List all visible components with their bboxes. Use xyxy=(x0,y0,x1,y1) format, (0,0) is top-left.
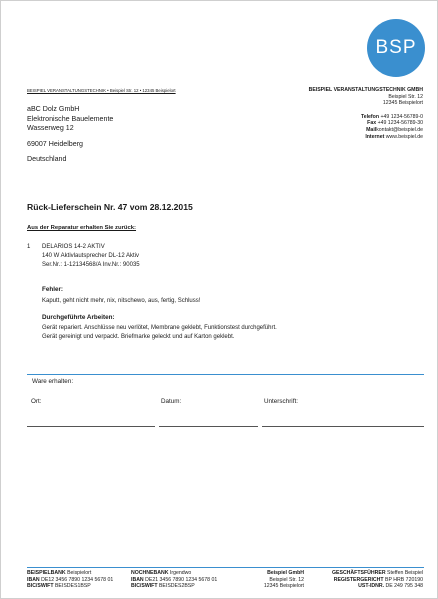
place-label: Ort: xyxy=(31,398,42,405)
work-heading: Durchgeführte Arbeiten: xyxy=(42,314,115,321)
recipient-street: Wasserweg 12 xyxy=(27,124,74,133)
document-intro: Aus der Reparatur erhalten Sie zurück: xyxy=(27,225,137,231)
sender-return-line: BEISPIEL VERANSTALTUNGSTECHNIK • Beispiel Str. 12 • 12345 Beispielort xyxy=(27,88,176,93)
fault-heading: Fehler: xyxy=(42,286,63,293)
footer-address: Beispiel GmbH Beispiel Str. 12 12345 Beispielort xyxy=(263,570,304,589)
document-title: Rück-Lieferschein Nr. 47 vom 28.12.2015 xyxy=(27,202,193,212)
work-text: Gerät repariert. Anschlüsse neu verlötet, Membrane geklebt, Funktionstest durchgeführt. Gerät gereinigt und verpackt. Briefmarke geleckt und auf Karton geklebt. xyxy=(42,325,277,340)
company-web: Internet www.beispiel.de xyxy=(365,133,423,140)
item-detail: 140 W Aktivlautsprecher DL-12 Aktiv xyxy=(42,252,140,259)
signature-field-line[interactable] xyxy=(262,426,424,427)
company-phone: Telefon +49 1234-56789-0 xyxy=(360,113,423,120)
recipient-address xyxy=(27,105,113,165)
item-position: 1 xyxy=(27,244,31,250)
place-field-line[interactable] xyxy=(27,426,155,427)
date-field-line[interactable] xyxy=(159,426,258,427)
recipient-country: Deutschland xyxy=(27,155,67,164)
fault-text: Kaputt, geht nicht mehr, nix, nitschewo, aus, fertig, Schluss! xyxy=(42,298,201,304)
recipient-city: 69007 Heidelberg xyxy=(27,139,84,148)
company-logo xyxy=(367,19,425,77)
logo-text: BSP xyxy=(375,37,417,58)
footer-line xyxy=(27,567,424,568)
company-info xyxy=(309,87,423,140)
footer-bank2: NOCHNEBANK Irgendwo IBAN DE21 3456 7890 1234 5678 01 BIC/SWIFT BEISDES2BSP xyxy=(131,570,218,589)
company-mail: Mailkontakt@beispiel.de xyxy=(366,126,423,133)
company-fax: Fax +49 1234-56789-30 xyxy=(367,120,423,127)
footer-bank1: BEISPIELBANK Beispielort IBAN DE12 3456 7890 1234 5678 01 BIC/SWIFT BEISDES1BSP xyxy=(27,570,114,589)
footer-legal: GESCHÄFTSFÜHRER Steffen Beispiel REGISTERGERICHT BP HRB 720190 UST-IDNR. DE 249 795 348 xyxy=(331,570,423,589)
item-description xyxy=(42,243,140,269)
signature-label: Unterschrift: xyxy=(264,398,298,405)
date-label: Datum: xyxy=(161,398,182,405)
company-street: Beispiel Str. 12 xyxy=(388,93,423,100)
company-city: 12345 Beispielort xyxy=(382,100,423,107)
receipt-heading: Ware erhalten: xyxy=(32,378,74,385)
recipient-name: aBC Dolz GmbH xyxy=(27,105,80,113)
item-name: DELARIOS 14-2 AKTIV xyxy=(42,244,105,250)
company-name: BEISPIEL VERANSTALTUNGSTECHNIK GMBH xyxy=(308,87,423,93)
item-serial: Ser.Nr.: 1-12134568/A Inv.Nr.: 90035 xyxy=(42,261,140,268)
recipient-dept: Elektronische Bauelemente xyxy=(27,114,114,123)
separator-line xyxy=(27,374,424,375)
